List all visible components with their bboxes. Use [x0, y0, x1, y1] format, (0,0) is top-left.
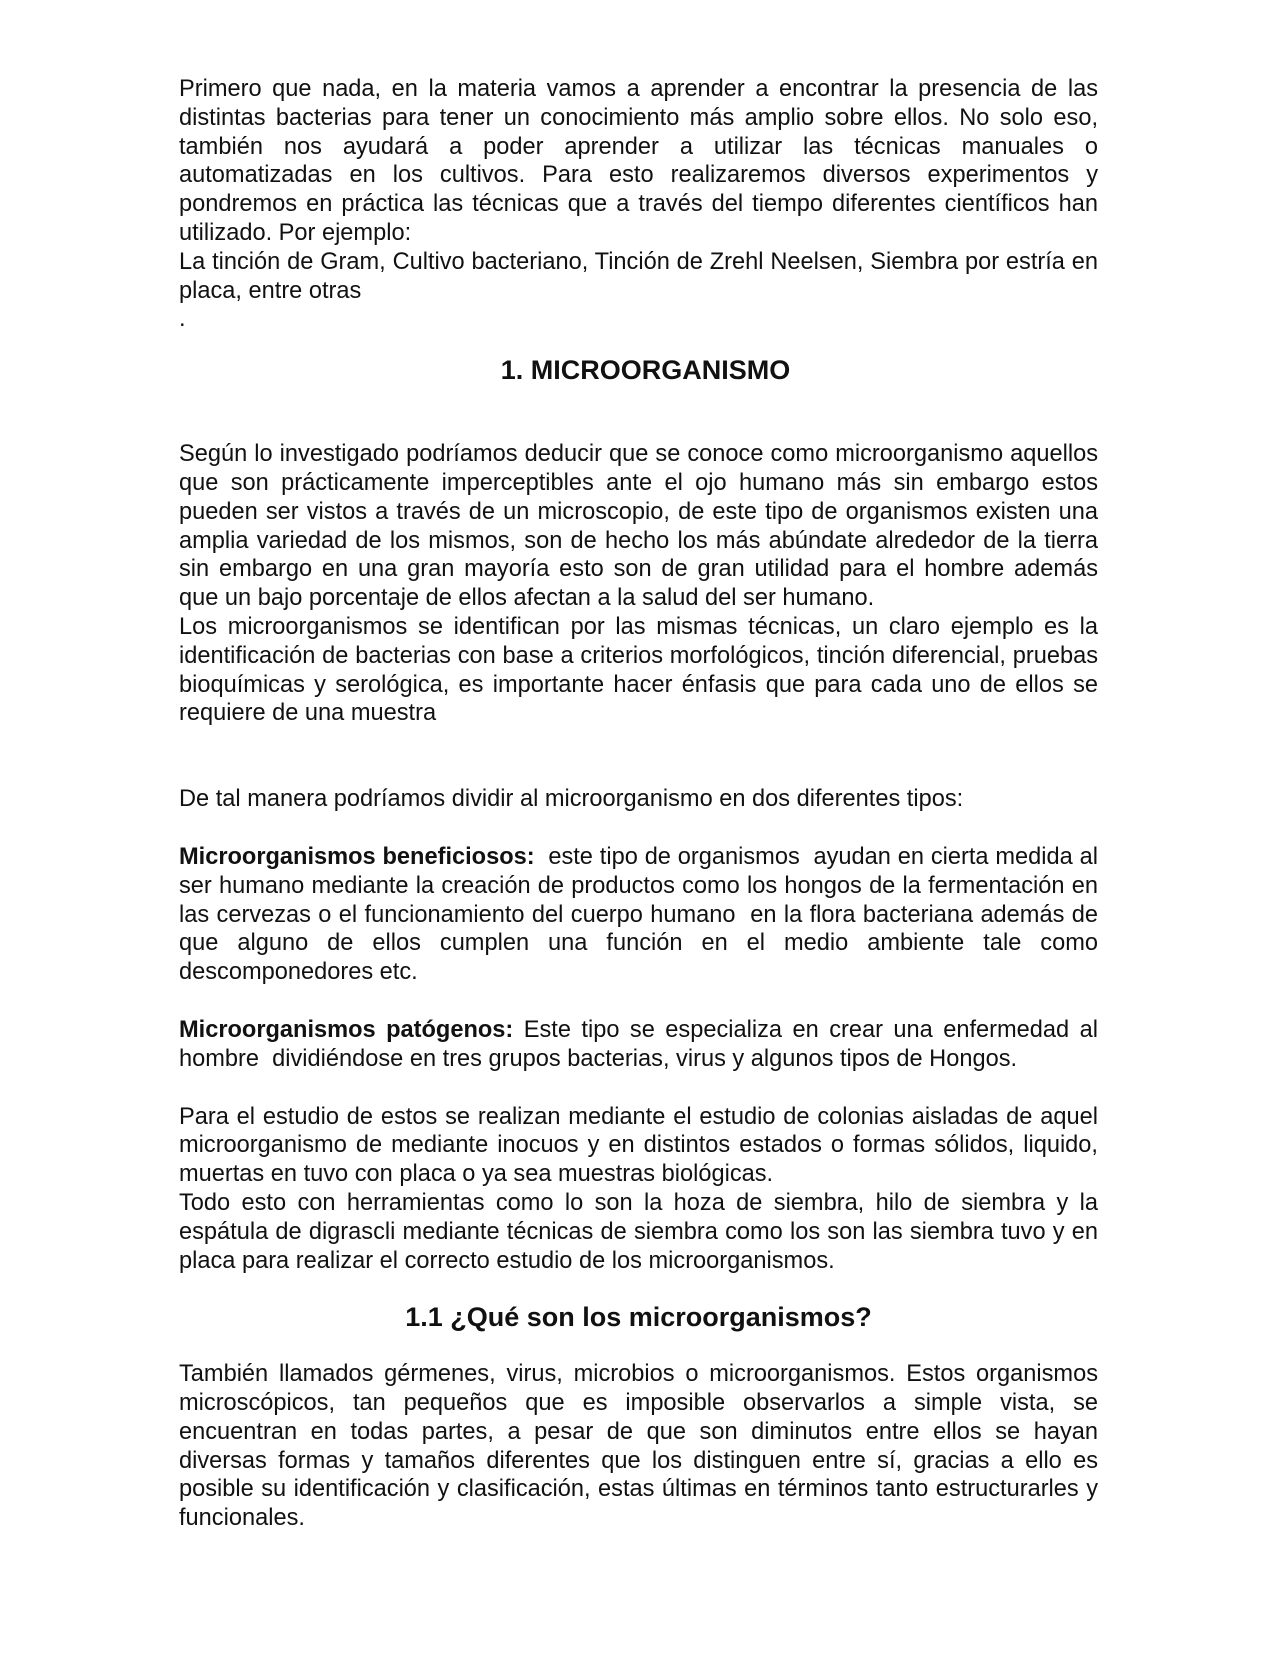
beneficial-paragraph	[179, 843, 1105, 987]
pathogen-paragraph	[179, 1016, 1105, 1074]
section1-paragraph-3: De tal manera podríamos dividir al microorganismo en dos diferentes tipos:	[179, 786, 964, 813]
section1-paragraph-1: Según lo investigado podríamos deducir que se conoce como microorganismo aquellos que son prácticamente imperceptibles ante el ojo humano más sin embargo estos pueden ser vistos a través de un microscopio, de este tipo de organismos existen una amplia variedad de los mismos, son de hecho los más abúndate alrededor de la tierra sin embargo en una gran mayoría esto son de gran utilidad para el hombre además que un bajo porcentaje de ellos afectan a la salud del ser humano.	[179, 441, 1098, 612]
beneficial-text: este tipo de organismos ayudan en cierta medida al ser humano mediante la creación de productos como los hongos de la fermentación en las cervezas o el funcionamiento del cuerpo humano en la flora bacteriana además de que alguno de ellos cumplen una función en el medio ambiente tale como descomponedores etc.	[179, 843, 1105, 986]
section1-1-paragraph-1: También llamados gérmenes, virus, microbios o microorganismos. Estos organismos microscópicos, tan pequeños que es imposible observarlos a simple vista, se encuentran en todas partes, a pesar de que son diminutos entre ellos se hayan diversas formas y tamaños diferentes que los distinguen entre sí, gracias a ello es posible su identificación y clasificación, estas últimas en términos tanto estructurarles y funcionales.	[179, 1361, 1098, 1532]
beneficial-label: Microorganismos beneficiosos:	[179, 843, 535, 870]
section-heading-microorganismo: 1. MICROORGANISMO	[500, 355, 791, 386]
intro-examples: La tinción de Gram, Cultivo bacteriano, Tinción de Zrehl Neelsen, Siembra por estría en placa, entre otras	[179, 248, 1098, 304]
section-heading-que-son: 1.1 ¿Qué son los microorganismos?	[405, 1302, 872, 1333]
pathogen-text: Este tipo se especializa en crear una enfermedad al hombre dividiéndose en tres grupos bacterias, virus y algunos tipos de Hongos.	[179, 1016, 1105, 1072]
document-body	[179, 75, 1105, 1533]
intro-paragraph: Primero que nada, en la materia vamos a aprender a encontrar la presencia de las distintas bacterias para tener un conocimiento más amplio sobre ellos. No solo eso, también nos ayudará a poder aprender a utilizar las técnicas manuales o automatizadas en los cultivos. Para esto realizaremos diversos experimentos y pondremos en práctica las técnicas que a través del tiempo diferentes científicos han utilizado. Por ejemplo:	[179, 76, 1098, 246]
section1-paragraph-5: Todo esto con herramientas como lo son la hoza de siembra, hilo de siembra y la espátula de digrascli mediante técnicas de siembra como los son las siembra tuvo y en placa para realizar el correcto estudio de los microorganismos.	[179, 1189, 1098, 1274]
pathogen-label: Microorganismos patógenos:	[179, 1016, 514, 1043]
section1-paragraph-2: Los microorganismos se identifican por las mismas técnicas, un claro ejemplo es la identificación de bacterias con base a criterios morfológicos, tinción diferencial, pruebas bioquímicas y serológica, es importante hacer énfasis que para cada uno de ellos se requiere de una muestra	[179, 613, 1098, 727]
intro-dot: .	[179, 306, 186, 333]
section1-paragraph-4: Para el estudio de estos se realizan mediante el estudio de colonias aisladas de aquel microorganismo de mediante inocuos y en distintos estados o formas sólidos, liquido, muertas en tuvo con placa o ya sea muestras biológicas.	[179, 1103, 1098, 1188]
